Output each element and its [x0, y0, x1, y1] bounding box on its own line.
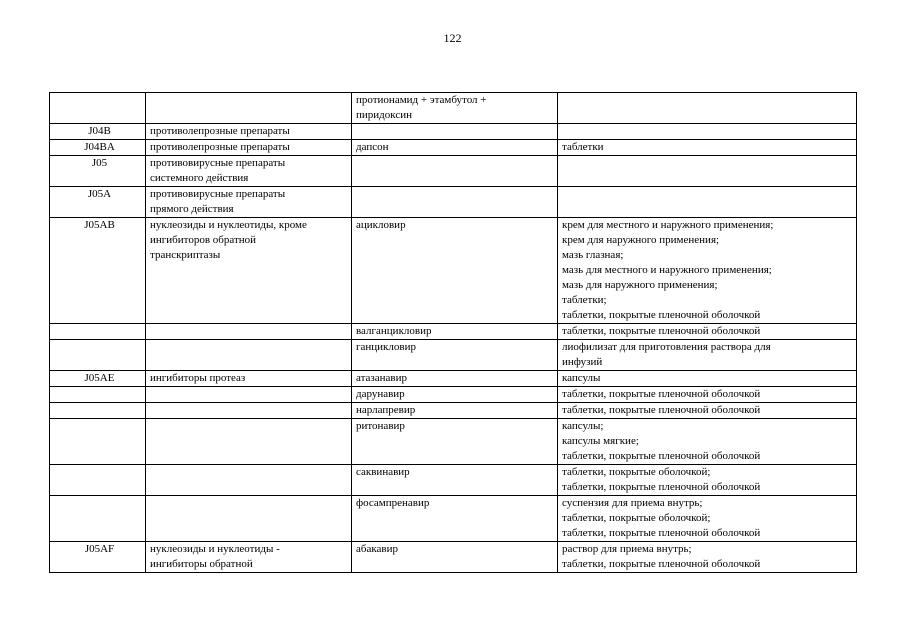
pharmacological-group-cell: противолепрозные препараты — [146, 124, 352, 140]
atc-code-cell: J05A — [50, 187, 146, 218]
atc-code-cell — [50, 419, 146, 465]
pharmacological-group-cell — [146, 419, 352, 465]
table-row — [50, 324, 857, 340]
table-row — [50, 187, 857, 218]
pharmacological-group-cell: противовирусные препараты прямого действия — [146, 187, 352, 218]
drug-name-cell — [352, 124, 558, 140]
dosage-forms-cell: таблетки, покрытые пленочной оболочкой — [558, 324, 857, 340]
drug-name-cell: фосампренавир — [352, 496, 558, 542]
atc-code-cell: J05 — [50, 156, 146, 187]
drug-name-cell: атазанавир — [352, 371, 558, 387]
drug-table — [49, 92, 857, 573]
drug-name-cell: ацикловир — [352, 218, 558, 324]
dosage-forms-cell: таблетки, покрытые пленочной оболочкой — [558, 387, 857, 403]
table-body — [50, 93, 857, 573]
drug-name-cell: нарлапревир — [352, 403, 558, 419]
drug-name-cell — [352, 156, 558, 187]
page-number: 122 — [443, 31, 462, 45]
pharmacological-group-cell — [146, 403, 352, 419]
table-row — [50, 465, 857, 496]
table-row — [50, 403, 857, 419]
atc-code-cell: J05AF — [50, 542, 146, 573]
drug-name-cell: саквинавир — [352, 465, 558, 496]
pharmacological-group-cell — [146, 324, 352, 340]
pharmacological-group-cell — [146, 465, 352, 496]
atc-code-cell — [50, 324, 146, 340]
pharmacological-group-cell — [146, 340, 352, 371]
dosage-forms-cell: лиофилизат для приготовления раствора для инфузий — [558, 340, 857, 371]
dosage-forms-cell: суспензия для приема внутрь; таблетки, покрытые оболочкой; таблетки, покрытые пленочной оболочкой — [558, 496, 857, 542]
atc-code-cell — [50, 496, 146, 542]
dosage-forms-cell — [558, 187, 857, 218]
dosage-forms-cell: раствор для приема внутрь; таблетки, покрытые пленочной оболочкой — [558, 542, 857, 573]
table-row — [50, 340, 857, 371]
atc-code-cell — [50, 387, 146, 403]
drug-name-cell: абакавир — [352, 542, 558, 573]
pharmacological-group-cell — [146, 387, 352, 403]
table-row — [50, 371, 857, 387]
dosage-forms-cell — [558, 124, 857, 140]
dosage-forms-cell: таблетки, покрытые пленочной оболочкой — [558, 403, 857, 419]
dosage-forms-cell: капсулы; капсулы мягкие; таблетки, покрытые пленочной оболочкой — [558, 419, 857, 465]
atc-code-cell — [50, 93, 146, 124]
pharmacological-group-cell — [146, 93, 352, 124]
atc-code-cell: J04BA — [50, 140, 146, 156]
table-row — [50, 140, 857, 156]
pharmacological-group-cell: противовирусные препараты системного действия — [146, 156, 352, 187]
atc-code-cell: J05AB — [50, 218, 146, 324]
drug-name-cell: ганцикловир — [352, 340, 558, 371]
drug-name-cell: дапсон — [352, 140, 558, 156]
drug-name-cell: дарунавир — [352, 387, 558, 403]
pharmacological-group-cell: ингибиторы протеаз — [146, 371, 352, 387]
drug-name-cell: протионамид + этамбутол + пиридоксин — [352, 93, 558, 124]
dosage-forms-cell — [558, 93, 857, 124]
dosage-forms-cell: капсулы — [558, 371, 857, 387]
dosage-forms-cell: крем для местного и наружного применения; крем для наружного применения; мазь глазная; мазь для местного и наружного применения; мазь для наружного применения; таблетки; таблетки, покрытые пленочной оболочкой — [558, 218, 857, 324]
table-row — [50, 218, 857, 324]
dosage-forms-cell: таблетки — [558, 140, 857, 156]
table-row — [50, 387, 857, 403]
atc-code-cell: J04B — [50, 124, 146, 140]
drug-name-cell: валганцикловир — [352, 324, 558, 340]
atc-code-cell — [50, 465, 146, 496]
pharmacological-group-cell: нуклеозиды и нуклеотиды - ингибиторы обратной — [146, 542, 352, 573]
dosage-forms-cell — [558, 156, 857, 187]
table-row — [50, 156, 857, 187]
pharmacological-group-cell: противолепрозные препараты — [146, 140, 352, 156]
table-row — [50, 496, 857, 542]
pharmacological-group-cell: нуклеозиды и нуклеотиды, кроме ингибиторов обратной транскриптазы — [146, 218, 352, 324]
dosage-forms-cell: таблетки, покрытые оболочкой; таблетки, покрытые пленочной оболочкой — [558, 465, 857, 496]
drug-name-cell: ритонавир — [352, 419, 558, 465]
drug-name-cell — [352, 187, 558, 218]
table-row — [50, 419, 857, 465]
pharmacological-group-cell — [146, 496, 352, 542]
atc-code-cell — [50, 403, 146, 419]
table-row — [50, 542, 857, 573]
table-row — [50, 124, 857, 140]
atc-code-cell: J05AE — [50, 371, 146, 387]
table-row — [50, 93, 857, 124]
atc-code-cell — [50, 340, 146, 371]
